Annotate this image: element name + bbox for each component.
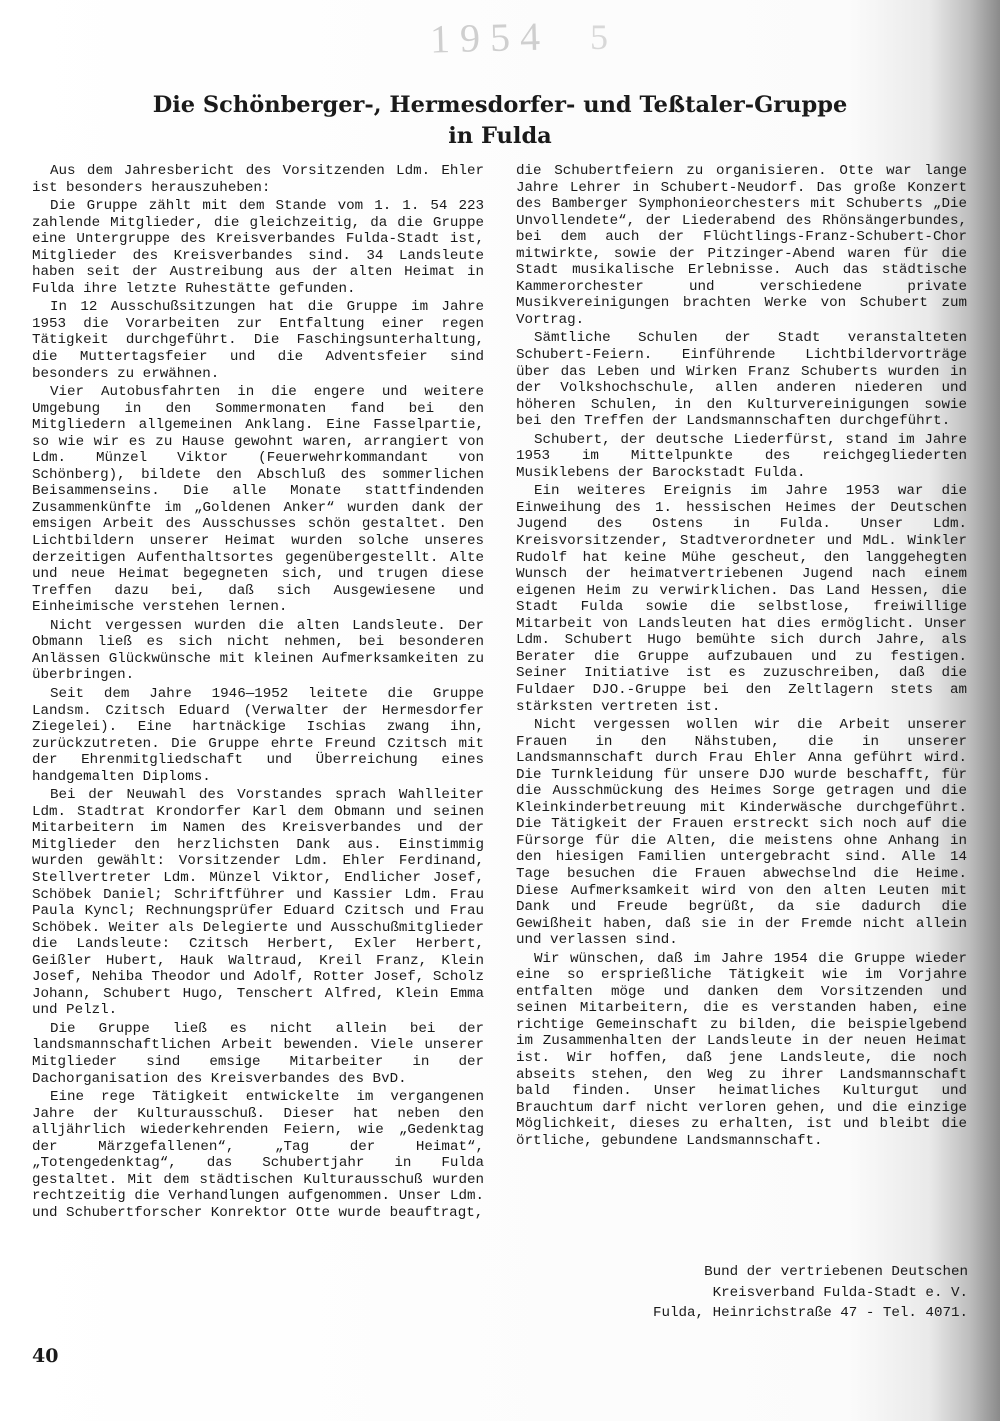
right-column <box>516 163 967 1151</box>
paragraph: Aus dem Jahresbericht des Vorsitzenden Ldm. Ehler ist besonders herauszuheben: <box>32 163 484 196</box>
article-title <box>60 90 940 152</box>
title-line-2: in Fulda <box>448 123 552 149</box>
paragraph: Nicht vergessen wollen wir die Arbeit unserer Frauen in den Nähstuben, die in unserer Landsmannschaft durch Frau Ehler Anna geführt wird. Die Turnkleidung für unsere DJO wurde beschafft, für die Ausschmückung des Heimes Sorge getragen und die Kleinkinderbetreuung mit Kinderwäsche durchgeführt. Die Tätigkeit der Frauen erstreckt sich noch auf die Fürsorge für die Alten, die meistens ohne Anhang in den hiesigen Familien untergebracht sind. Alle 14 Tage besuchen die Frauen abwechselnd die Heime. Diese Aufmerksamkeit wird von den alten Leuten mit Dank und Freude begrüßt, da sie dadurch die Gewißheit haben, daß sie in der Fremde nicht allein und verlassen sind. <box>516 717 967 949</box>
title-line-1: Die Schönberger-, Hermesdorfer- und Teßtaler-Gruppe <box>152 92 848 118</box>
left-column <box>32 163 484 1223</box>
paragraph: Schubert, der deutsche Liederfürst, stand im Jahre 1953 im Mittelpunkte des reichgegliederten Musiklebens der Barockstadt Fulda. <box>516 431 967 481</box>
paragraph: Sämtliche Schulen der Stadt veranstalteten Schubert-Feiern. Einführende Lichtbildervorträge über das Leben und Wirken Franz Schuberts wurden in der Volkshochschule, allen anderen niederen und höheren Schulen, in den Kulturvereinigungen sowie bei den Treffen der Landsmannschaften durchgeführt. <box>516 330 967 430</box>
signature-line-2: Kreisverband Fulda-Stadt e. V. <box>712 1284 968 1301</box>
side-stamp: 5 <box>590 17 608 57</box>
paragraph: In 12 Ausschußsitzungen hat die Gruppe im Jahre 1953 die Vorarbeiten zur Entfaltung einer regen Tätigkeit durchgeführt. Die Faschingsunterhaltung, die Muttertagsfeier und die Adventsfeier sind besonders zu erwähnen. <box>32 299 484 382</box>
paragraph: Seit dem Jahre 1946—1952 leitete die Gruppe Landsm. Czitsch Eduard (Verwalter der Hermesdorfer Ziegelei). Eine hartnäckige Ischias zwang ihn, zurückzutreten. Die Gruppe ehrte Freund Czitsch mit der Ehrenmitgliedschaft und Überreichung eines handgemalten Diploms. <box>32 685 484 785</box>
signature-line-1: Bund der vertriebenen Deutschen <box>704 1264 968 1280</box>
paragraph: Eine rege Tätigkeit entwickelte im vergangenen Jahre der Kulturausschuß. Dieser hat neben den alljährlich wiederkehrenden Feiern, wie „Gedenktag der Märzgefallenen“, „Tag der Heimat“, „Totengedenktag“, das Schubertjahr in Fulda gestaltet. Mit dem städtischen Kulturausschuß wurden rechtzeitig die Verhandlungen aufgenommen. Unser Ldm. und Schubertforscher Konrektor Otte wurde beauftragt, <box>32 1089 484 1221</box>
paragraph: Bei der Neuwahl des Vorstandes sprach Wahlleiter Ldm. Stadtrat Krondorfer Karl dem Obmann und seinen Mitarbeitern im Namen des Kreisverbandes und der Mitglieder den herzlichsten Dank aus. Einstimmig wurden gewählt: Vorsitzender Ldm. Ehler Ferdinand, Stellvertreter Ldm. Münzel Viktor, Endlicher Josef, Schöbek Daniel; Schriftführer und Kassier Ldm. Frau Paula Kyncl; Rechnungsprüfer Eduard Czitsch und Frau Schöbek. Weiter als Delegierte und Ausschußmitglieder die Landsleute: Czitsch Herbert, Exler Herbert, Geißler Hubert, Hauk Waltraud, Kreil Franz, Klein Josef, Nehiba Theodor und Adolf, Rotter Josef, Scholz Johann, Schubert Hugo, Tenschert Alfred, Klein Emma und Pelzl. <box>32 787 484 1019</box>
year-stamp: 1954 <box>429 13 551 62</box>
page-number: 40 <box>32 1345 59 1367</box>
paragraph: Die Gruppe zählt mit dem Stande vom 1. 1. 54 223 zahlende Mitglieder, die gleichzeitig, da die Gruppe eine Untergruppe des Kreisverbandes Fulda-Stadt ist, Mitglieder des Kreisverbandes sind. 34 Landsleute haben seit der Austreibung aus der alten Heimat in Fulda ihre letzte Ruhestätte gefunden. <box>32 198 484 297</box>
paragraph: Wir wünschen, daß im Jahre 1954 die Gruppe wieder eine so ersprießliche Tätigkeit wie im Vorjahre entfalten möge und danken dem Vorsitzenden und seinen Mitarbeitern, die es verstanden haben, eine richtige Gemeinschaft zu bilden, die beispielgebend im Zusammenhalten der Landsleute in der neuen Heimat ist. Wir hoffen, daß jene Landsleute, die noch abseits stehen, den Weg zu ihrer Landsmannschaft bald finden. Unser heimatliches Kulturgut und Brauchtum darf nicht verloren gehen, und die einzige Möglichkeit, dieses zu erhalten, ist und bleibt die örtliche, gebundene Landsmannschaft. <box>516 950 967 1149</box>
signature-line-3: Fulda, Heinrichstraße 47 - Tel. 4071. <box>652 1305 968 1321</box>
paragraph: Vier Autobusfahrten in die engere und weitere Umgebung in den Sommermonaten fand bei den Mitgliedern allgemeinen Anklang. Eine Fasselpartie, so wie wir es zu Hause gewohnt waren, arrangiert von Ldm. Münzel Viktor (Feuerwehrkommandant von Schönberg), bildete den Abschluß des sommerlichen Beisammenseins. Die alle Monate stattfindenden Zusammenkünfte im „Goldenen Anker“ wurden dank der emsigen Arbeit des Ausschusses schön gestaltet. Den Lichtbildern unserer Heimat wurden solche unseres derzeitigen Aufenthaltsortes gegenübergestellt. Alte und neue Heimat begegneten sich, und trugen diese Treffen dazu bei, daß sich Ausgewiesene und Einheimische verstehen lernen. <box>32 384 484 616</box>
paragraph: die Schubertfeiern zu organisieren. Otte war lange Jahre Lehrer in Schubert-Neudorf. Das große Konzert des Bamberger Symphonieorchesters mit Schuberts „Die Unvollendete“, der Liederabend des Rhönsängerbundes, bei dem auch der Flüchtlings-Franz-Schubert-Chor mitwirkte, sowie der Pitzinger-Abend waren für die Stadt musikalische Erlebnisse. Auch das städtische Kammerorchester und verschiedene private Musikvereinigungen brachten Werke von Schubert zum Vortrag. <box>516 163 967 328</box>
paragraph: Die Gruppe ließ es nicht allein bei der landsmannschaftlichen Arbeit bewenden. Viele unserer Mitglieder sind emsige Mitarbeiter in der Dachorganisation des Kreisverbandes des BvD. <box>32 1020 484 1087</box>
paragraph: Nicht vergessen wurden die alten Landsleute. Der Obmann ließ es sich nicht nehmen, bei besonderen Anlässen Glückwünsche mit kleinen Aufmerksamkeiten zu überbringen. <box>32 617 484 684</box>
paragraph: Ein weiteres Ereignis im Jahre 1953 war die Einweihung des 1. hessischen Heimes der Deutschen Jugend des Ostens in Fulda. Unser Ldm. Kreisvorsitzender, Stadtverordneter und MdL. Winkler Rudolf hat keine Mühe gescheut, den langgehegten Wunsch der heimatvertriebenen Jugend nach einem eigenen Heim zu verwirklichen. Das Land Hessen, die Stadt Fulda sowie die selbstlose, freiwillige Mitarbeit von Landsleuten hat dies ermöglicht. Unser Ldm. Schubert Hugo bemühte sich durch Jahre, als Berater die Gruppe aufzubauen und zu festigen. Seiner Initiative ist es zuzuschreiben, daß die Fuldaer DJO.-Gruppe bei den Zeltlagern stets am stärksten vertreten ist. <box>516 483 967 715</box>
signature-block <box>598 1262 968 1324</box>
